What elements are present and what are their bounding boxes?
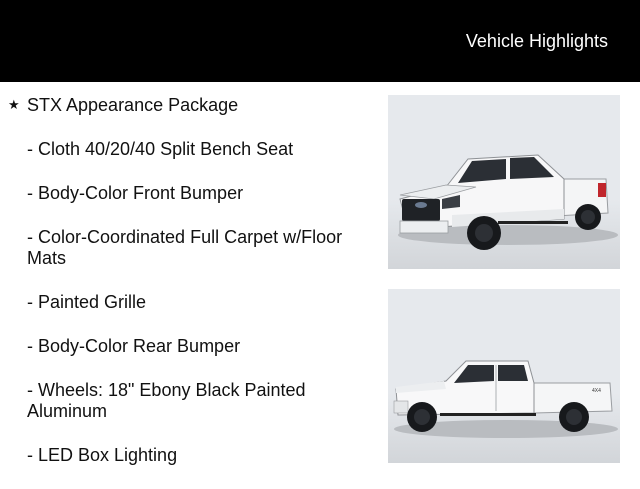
feature-item: - Cloth 40/20/40 Split Bench Seat	[27, 139, 294, 159]
feature-item: - Painted Grille	[27, 292, 147, 312]
star-icon: ★	[8, 97, 20, 112]
page-title: Vehicle Highlights	[465, 31, 608, 51]
svg-text:4X4: 4X4	[592, 388, 601, 394]
feature-item: - Body-Color Front Bumper	[27, 183, 244, 203]
package-name: STX Appearance Package	[27, 95, 239, 115]
feature-item: - Color-Coordinated Full Carpet w/Floor Mats	[27, 227, 343, 268]
feature-item: - Wheels: 18" Ebony Black Painted Aluminum	[27, 380, 306, 421]
truck-photo-side-profile	[388, 289, 620, 463]
feature-item: - Body-Color Rear Bumper	[27, 336, 241, 356]
truck-photo-front-three-quarter	[388, 95, 620, 269]
highlights-list	[8, 95, 368, 489]
header-bar	[0, 0, 640, 82]
package-item	[8, 95, 368, 116]
feature-item: - LED Box Lighting	[27, 445, 178, 465]
